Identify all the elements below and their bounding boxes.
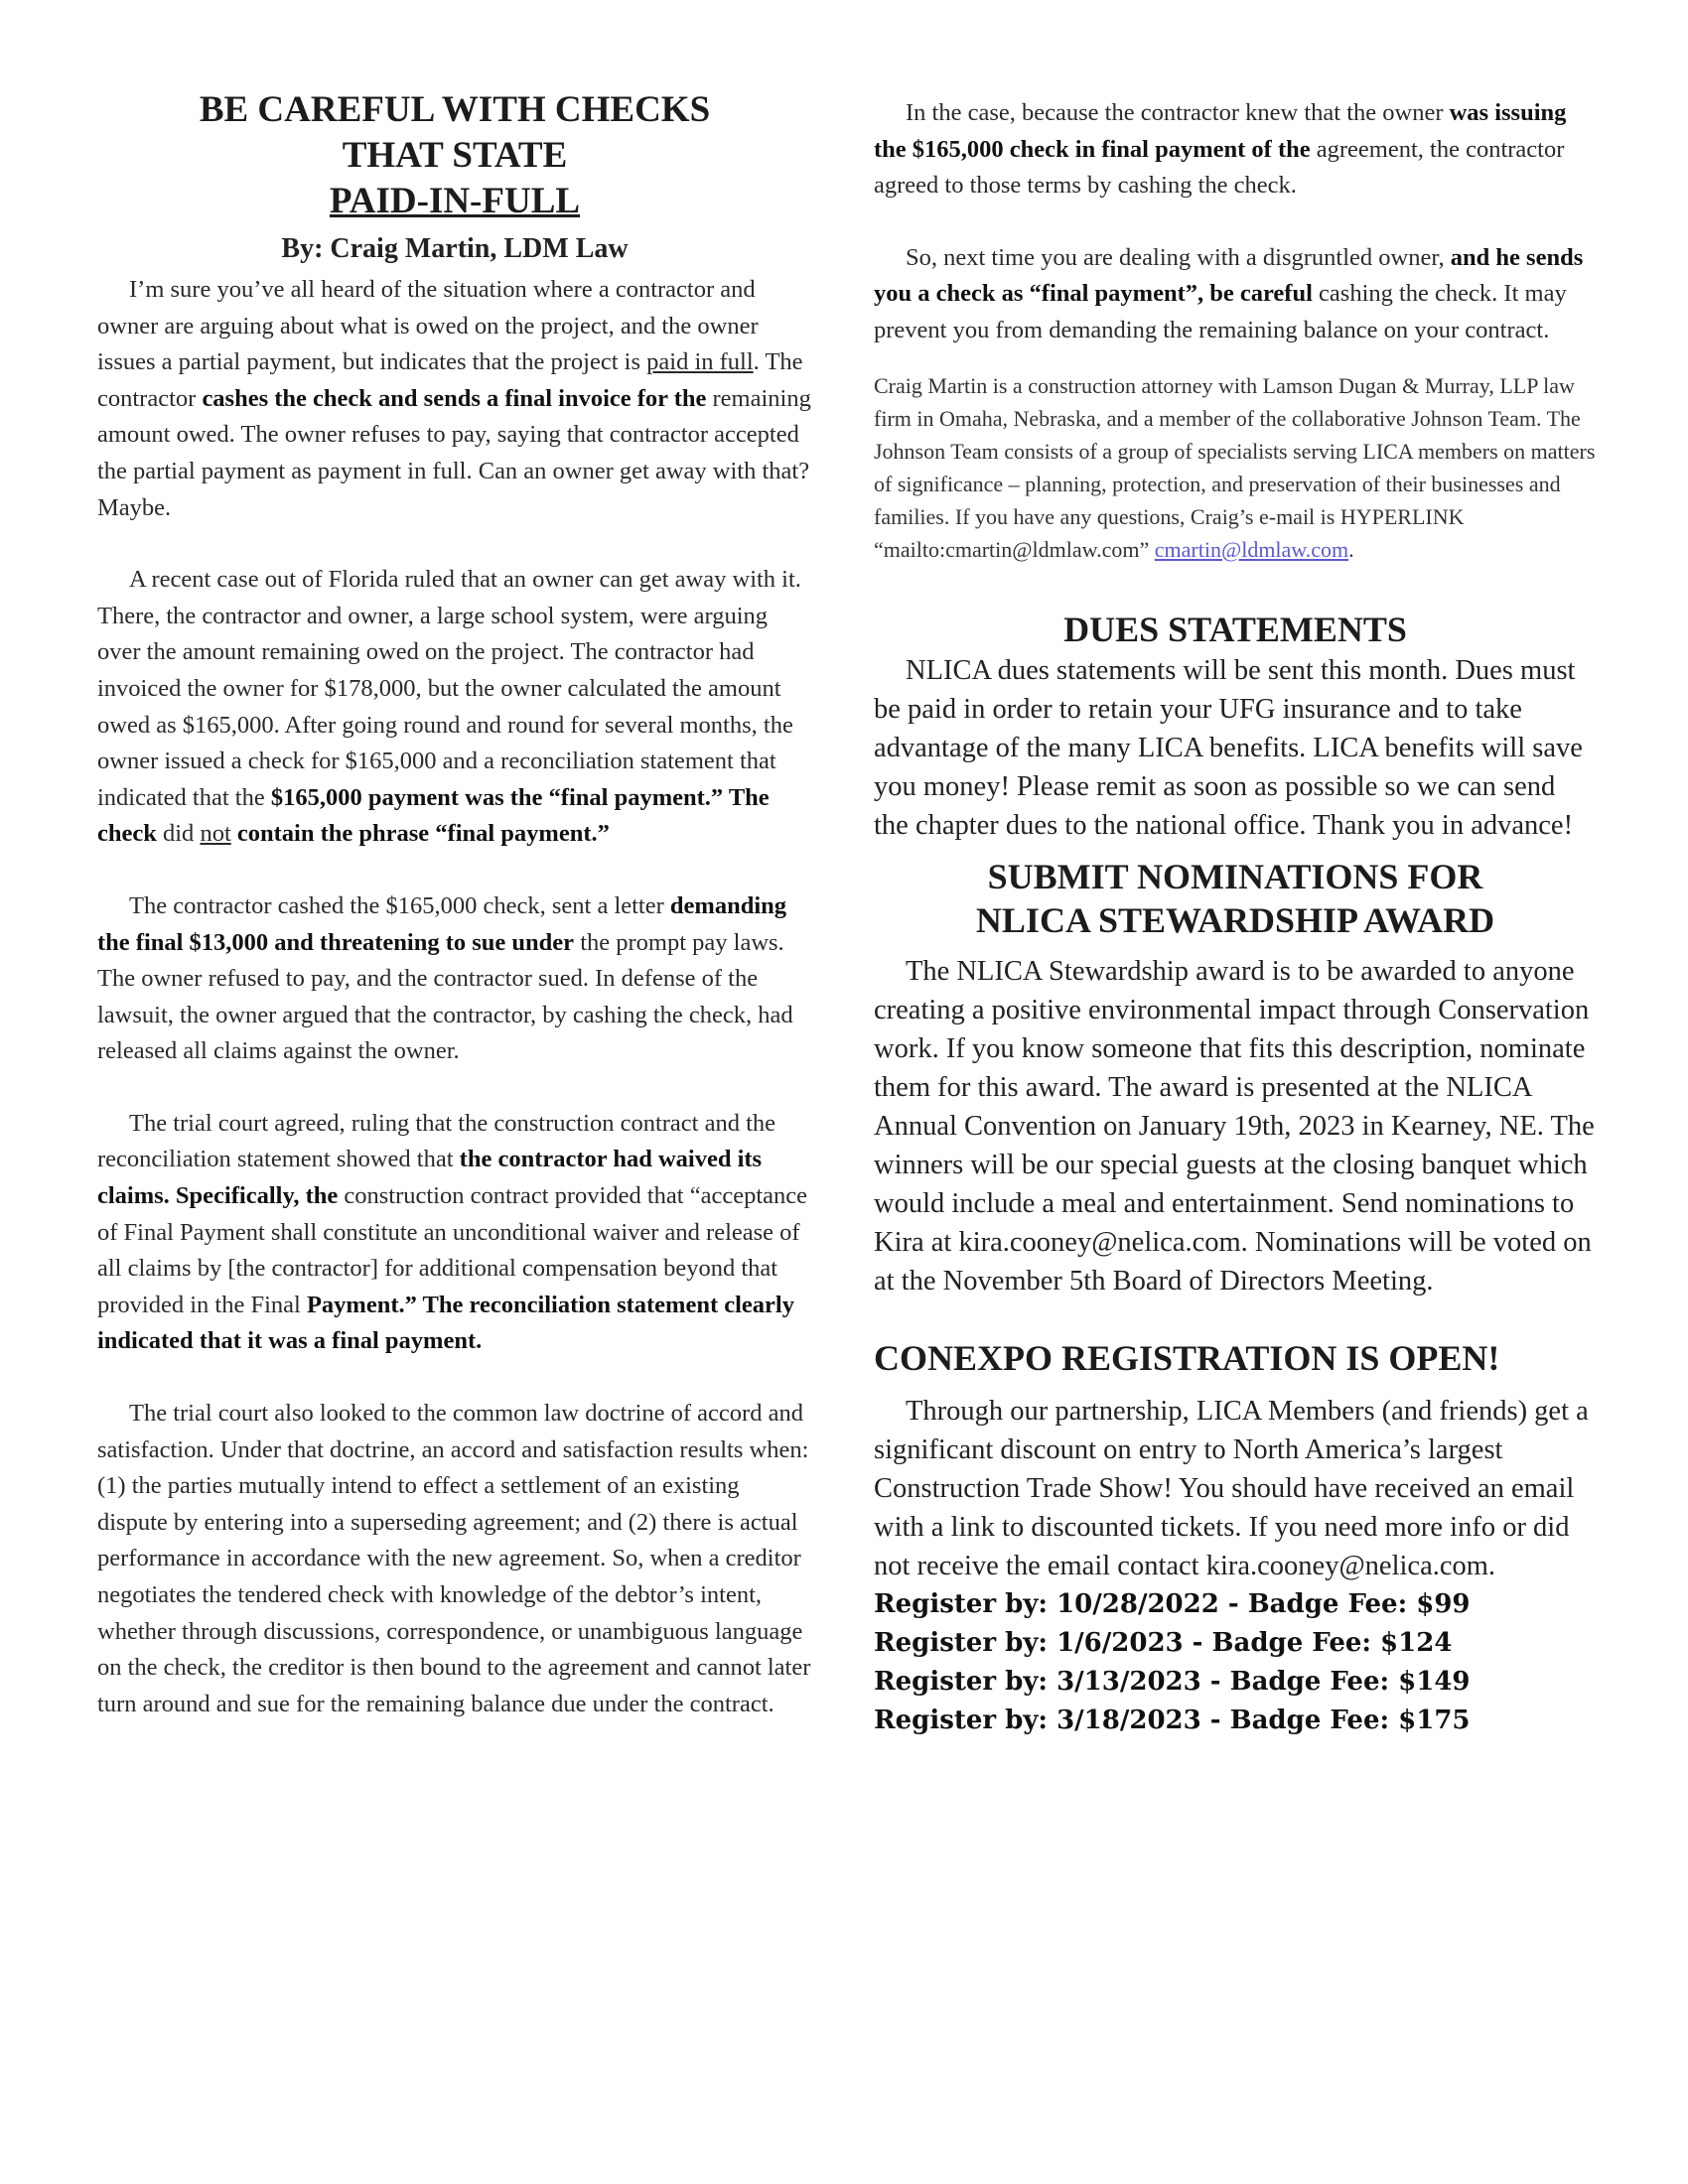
title-line-1: BE CAREFUL WITH CHECKS bbox=[199, 89, 711, 130]
paragraph-5: The trial court also looked to the common law doctrine of accord and satisfaction. Under that doctrine, an accord and satisfaction results when: (1) the parties mutually intend to effect a settlement of an existing dispute by entering into a superseding agreement; and (2) there is actual performance in accordance with the new agreement. So, when a creditor negotiates the tendered check with knowledge of the debtor’s intent, whether through discussions, correspondence, or unambiguous language on the check, the creditor is then bound to the agreement and cannot later turn around and sue for the remaining balance due under the contract. bbox=[97, 1400, 811, 1717]
p7-text-c: cashing the check. It may prevent you from demanding the remaining balance on your contract. bbox=[874, 280, 1567, 343]
conexpo-section bbox=[874, 1336, 1597, 1740]
nominations-heading-line-1: SUBMIT NOMINATIONS FOR bbox=[987, 856, 1483, 896]
badge-fee-item: Register by: 3/13/2023 - Badge Fee: $149 bbox=[874, 1666, 1471, 1697]
paragraph-6 bbox=[874, 95, 1597, 205]
p7-bold: and he sends you a check as “final payment”, be careful bbox=[874, 243, 1584, 308]
dues-heading: DUES STATEMENTS bbox=[1063, 609, 1407, 649]
byline: By: Craig Martin, LDM Law bbox=[281, 233, 629, 264]
p6-bold: was issuing the $165,000 check in final payment of the bbox=[874, 99, 1567, 163]
badge-fee-item: Register by: 10/28/2022 - Badge Fee: $99 bbox=[874, 1588, 1471, 1619]
dues-text: NLICA dues statements will be sent this month. Dues must be paid in order to retain your UFG insurance and to take advantage of the many LICA benefits. LICA benefits will save you money! Please remit as soon as possible so we can send the chapter dues to the national office. Thank you in advance! bbox=[874, 654, 1583, 841]
p1-text-a: I’m sure you’ve all heard of the situation where a contractor and owner are arguing about what is owed on the project, and the owner issues a partial payment, but indicates that the project is bbox=[97, 276, 759, 376]
author-bio bbox=[874, 369, 1597, 566]
p3-text-c: the prompt pay laws. The owner refused to pay, and the contractor sued. In defense of the lawsuit, the owner argued that the contractor, by cashing the check, had released all claims against the owner. bbox=[97, 928, 793, 1065]
title-line-3: PAID-IN-FULL bbox=[329, 181, 581, 221]
p1-text-e: remaining amount owed. The owner refuses to pay, saying that contractor accepted the partial payment as payment in full. Can an owner get away with that? Maybe. bbox=[97, 384, 811, 521]
p1-underlined: paid in full bbox=[646, 348, 754, 376]
dues-section bbox=[874, 608, 1597, 845]
p4-bold-end: Payment.” The reconciliation statement clearly indicated that it was a final payment. bbox=[97, 1291, 794, 1355]
title-line-2: THAT STATE bbox=[342, 135, 568, 176]
p3-text-a: The contractor cashed the $165,000 check, sent a letter bbox=[129, 891, 670, 919]
p2-bold: $165,000 payment was the “final payment.” The check bbox=[97, 783, 770, 848]
p4-text-a: The trial court agreed, ruling that the construction contract and the reconciliation statement showed that bbox=[97, 1109, 776, 1173]
p6-text-a: In the case, because the contractor knew that the owner bbox=[906, 99, 1450, 126]
paragraph-2 bbox=[97, 562, 812, 853]
p4-text-c: construction contract provided that “acceptance of Final Payment shall constitute an unconditional waiver and release of all claims by [the contractor] for additional compensation beyond that provided in the Final bbox=[97, 1182, 808, 1318]
p2-underlined: not bbox=[200, 820, 231, 848]
conexpo-text: Through our partnership, LICA Members (and friends) get a significant discount on entry to North America’s largest Construction Trade Show! You should have received an email with a link to discounted tickets. If you need more info or did not receive the email contact kira.cooney@nelica.com. bbox=[874, 1395, 1589, 1581]
bio-text: Craig Martin is a construction attorney with Lamson Dugan & Murray, LLP law firm in Omaha, Nebraska, and a member of the collaborative Johnson Team. The Johnson Team consists of a group of specialists serving LICA members on matters of significance – planning, protection, and preservation of their businesses and families. If you have any questions, Craig’s e-mail is HYPERLINK “mailto:cmartin@ldmlaw.com” bbox=[874, 372, 1596, 562]
right-column bbox=[874, 95, 1597, 1740]
nominations-section bbox=[874, 855, 1597, 1300]
p7-text-a: So, next time you are dealing with a disgruntled owner, bbox=[906, 243, 1451, 271]
nominations-heading bbox=[874, 855, 1597, 942]
p2-bold-end: contain the phrase “final payment.” bbox=[230, 820, 610, 848]
paragraph-7 bbox=[874, 240, 1597, 349]
p4-bold: the contractor had waived its claims. Specifically, the bbox=[97, 1146, 763, 1210]
p6-text-c: agreement, the contractor agreed to those terms by cashing the check. bbox=[874, 135, 1565, 200]
badge-fee-item: Register by: 3/18/2023 - Badge Fee: $175 bbox=[874, 1705, 1471, 1735]
nominations-heading-line-2: NLICA STEWARDSHIP AWARD bbox=[975, 899, 1495, 940]
left-column bbox=[97, 87, 812, 1722]
paragraph-1 bbox=[97, 272, 812, 526]
p2-text-c: did bbox=[156, 820, 201, 848]
p1-bold: cashes the check and sends a final invoice for the bbox=[202, 384, 707, 412]
bio-end: . bbox=[1348, 536, 1354, 562]
email-link[interactable]: cmartin@ldmlaw.com bbox=[1154, 536, 1349, 562]
paragraph-4 bbox=[97, 1106, 812, 1360]
badge-fee-list bbox=[874, 1585, 1597, 1740]
conexpo-heading: CONEXPO REGISTRATION IS OPEN! bbox=[874, 1337, 1500, 1378]
badge-fee-item: Register by: 1/6/2023 - Badge Fee: $124 bbox=[874, 1627, 1453, 1658]
p1-text-c: . The contractor bbox=[97, 348, 803, 412]
p2-text-a: A recent case out of Florida ruled that an owner can get away with it. There, the contractor and owner, a large school system, were arguing over the amount remaining owed on the project. The contractor had invoiced the owner for $178,000, but the owner calculated the amount owed as $165,000. After going round and round for several months, the owner issued a check for $165,000 and a reconciliation statement that indicated that the bbox=[97, 566, 801, 811]
article-title bbox=[97, 87, 812, 224]
p3-bold: demanding the final $13,000 and threatening to sue under bbox=[97, 891, 786, 956]
paragraph-3 bbox=[97, 888, 812, 1070]
nominations-text: The NLICA Stewardship award is to be awarded to anyone creating a positive environmental impact through Conservation work. If you know someone that fits this description, nominate them for this award. The award is presented at the NLICA Annual Convention on January 19th, 2023 in Kearney, NE. The winners will be our special guests at the closing banquet which would include a meal and entertainment. Send nominations to Kira at kira.cooney@nelica.com. Nominations will be voted on at the November 5th Board of Directors Meeting. bbox=[874, 955, 1595, 1297]
